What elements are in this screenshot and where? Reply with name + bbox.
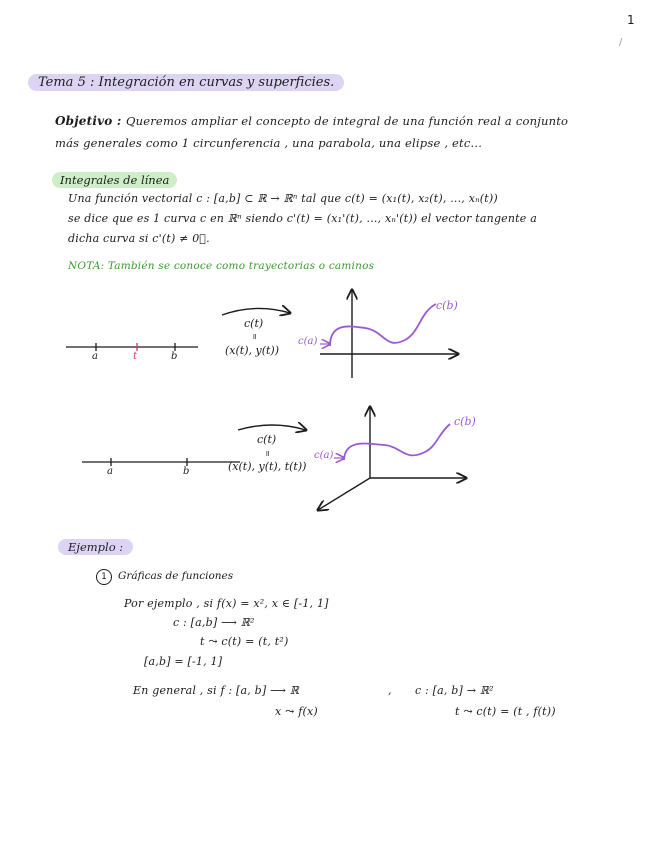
example-line3: t ⤳ c(t) = (t, t²) — [200, 635, 289, 648]
page-number: 1 — [627, 13, 635, 27]
objective-line2: más generales como 1 circunferencia , una parabola, una elipse , etc... — [55, 136, 483, 150]
objective-label: Objetivo : — [55, 114, 122, 128]
label-ct-2d: c(t) — [244, 317, 264, 330]
example-line4: [a,b] = [-1, 1] — [144, 655, 223, 668]
label-cb-3d: c(b) — [454, 415, 476, 428]
label-a-2d: a — [92, 351, 98, 362]
label-ct-3d: c(t) — [257, 433, 277, 446]
definition-line1: Una función vectorial c : [a,b] ⊂ ℝ → ℝⁿ tal que c(t) = (x₁(t), x₂(t), ..., xₙ(t)) — [68, 192, 498, 205]
label-eq-2d: ॥ — [252, 332, 257, 341]
objective-line1: Queremos ampliar el concepto de integral de una función real a conjunto — [126, 114, 569, 128]
map-arrow-3d — [238, 425, 306, 430]
item-number-circle — [96, 569, 112, 585]
general-line-c: c : [a, b] → ℝ² — [415, 684, 494, 697]
label-b-3d: b — [183, 466, 190, 477]
label-eq-3d: ॥ — [265, 449, 270, 458]
general-line-d: x ⤳ f(x) — [275, 705, 318, 718]
example-heading: Ejemplo : — [58, 539, 133, 555]
label-ca-3d: c(a) — [314, 450, 334, 461]
general-line-e: t ⤳ c(t) = (t , f(t)) — [455, 705, 556, 718]
page-corner-mark: / — [619, 37, 623, 48]
general-line-a: En general , si f : [a, b] ⟶ ℝ — [133, 684, 300, 697]
page-title: Tema 5 : Integración en curvas y superficies. — [28, 74, 344, 91]
label-a-3d: a — [107, 466, 113, 477]
example-line2: c : [a,b] ⟶ ℝ² — [173, 616, 255, 629]
label-t-2d: t — [133, 351, 138, 362]
label-cb-2d: c(b) — [436, 299, 458, 312]
item-title: Gráficas de funciones — [118, 570, 234, 582]
example-line1: Por ejemplo , si f(x) = x², x ∈ [-1, 1] — [124, 597, 329, 610]
label-coords-3d: (x(t), y(t), t(t)) — [228, 460, 307, 473]
item-number: 1 — [101, 572, 107, 582]
curve-3d — [344, 424, 450, 460]
label-ca-2d: c(a) — [298, 336, 318, 347]
label-b-2d: b — [171, 351, 178, 362]
y-axis-3d — [318, 478, 370, 510]
map-arrow-2d — [222, 308, 290, 315]
general-line-b: , — [388, 684, 392, 697]
definition-line3: dicha curva si c'(t) ≠ 0⃗. — [68, 232, 210, 245]
curve-2d — [330, 304, 436, 346]
section-heading-line-integrals: Integrales de línea — [52, 172, 177, 188]
label-coords-2d: (x(t), y(t)) — [225, 344, 280, 357]
note-text: NOTA: También se conoce como trayectorias o caminos — [68, 260, 375, 272]
definition-line2: se dice que es 1 curva c en ℝⁿ siendo c'(t) = (x₁'(t), ..., xₙ'(t)) el vector tangente a — [68, 212, 537, 225]
